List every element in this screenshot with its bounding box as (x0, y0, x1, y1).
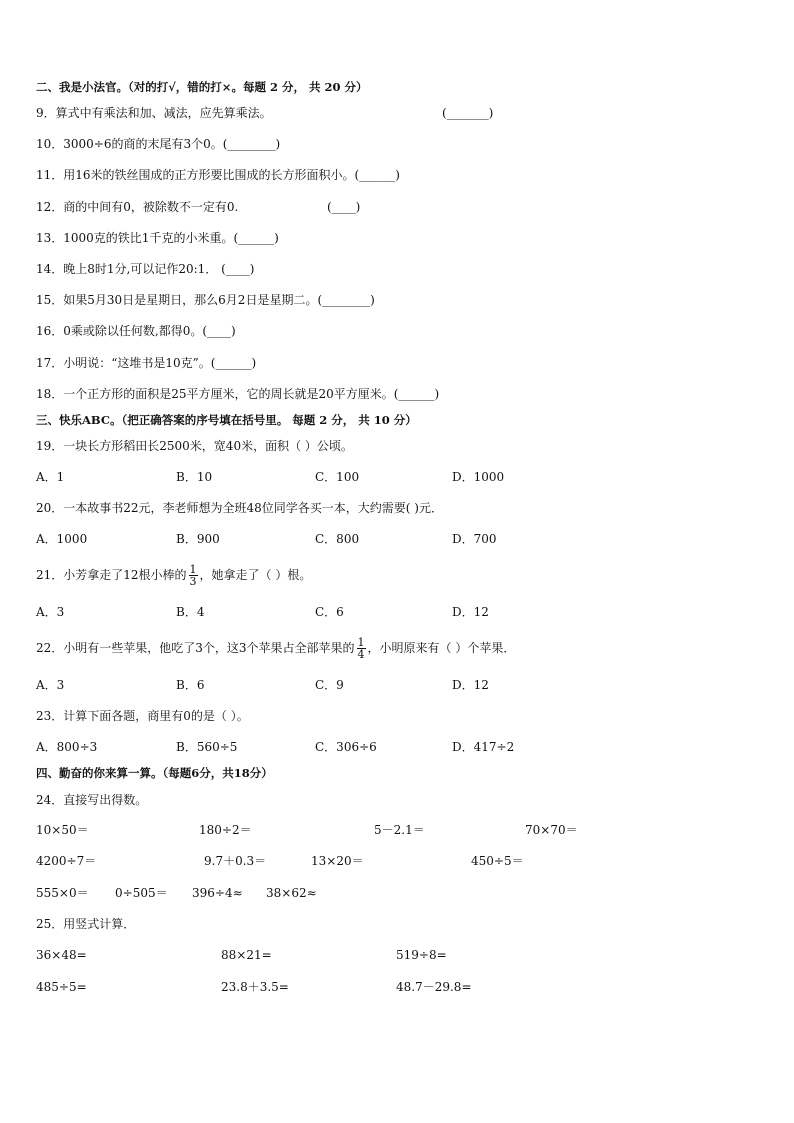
q24-r2-c2: 9.7＋0.3＝ (204, 854, 267, 868)
question-9-blank: (_______) (442, 106, 494, 120)
question-17: 17．小明说：“这堆书是10克”。(______) (36, 356, 257, 370)
q20-option-b: B．900 (176, 532, 220, 546)
question-13: 13．1000克的铁比1千克的小米重。(______) (36, 231, 279, 245)
q21-text-pre: 21．小芳拿走了12根小棒的 (36, 568, 187, 582)
question-9: 9．算式中有乘法和加、减法，应先算乘法。 (36, 106, 272, 120)
q23-option-a: A．800÷3 (36, 740, 98, 754)
section-4-title: 四、勤奋的你来算一算。（每题6分，共18分） (36, 766, 273, 780)
q23-option-b: B．560÷5 (176, 740, 238, 754)
q21-numerator: 1 (189, 563, 197, 576)
q22-denominator: 4 (357, 648, 365, 661)
q19-option-c: C．100 (315, 470, 360, 484)
q24-r3-c1: 555×0＝ (36, 886, 89, 900)
q22-option-b: B．6 (176, 678, 205, 692)
question-11: 11．用16米的铁丝围成的正方形要比围成的长方形面积小。(______) (36, 168, 400, 182)
q24-r3-c3: 396÷4≈ (192, 886, 243, 900)
q20-option-d: D．700 (452, 532, 497, 546)
question-23: 23．计算下面各题，商里有0的是（ ）。 (36, 709, 249, 723)
q24-r1-c1: 10×50＝ (36, 823, 89, 837)
q24-r1-c3: 5－2.1＝ (374, 823, 425, 837)
q22-text-pre: 22．小明有一些苹果，他吃了3个，这3个苹果占全部苹果的 (36, 641, 355, 655)
q24-r1-c2: 180÷2＝ (199, 823, 252, 837)
question-15: 15．如果5月30日是星期日，那么6月2日是星期二。(________) (36, 293, 375, 307)
q24-r2-c3: 13×20＝ (311, 854, 364, 868)
question-19: 19．一块长方形稻田长2500米，宽40米，面积（ ）公顷。 (36, 439, 353, 453)
question-16: 16．0乘或除以任何数,都得0。(____) (36, 324, 236, 338)
q19-option-b: B．10 (176, 470, 213, 484)
q22-numerator: 1 (357, 636, 365, 649)
q24-r3-c2: 0÷505＝ (115, 886, 168, 900)
q20-option-c: C．800 (315, 532, 360, 546)
question-14: 14．晚上8时1分,可以记作20:1． (____) (36, 262, 255, 276)
q20-option-a: A．1000 (36, 532, 88, 546)
q24-r3-c4: 38×62≈ (266, 886, 317, 900)
question-18: 18．一个正方形的面积是25平方厘米，它的周长就是20平方厘米。(______) (36, 387, 440, 401)
q25-r2-c1: 485÷5= (36, 980, 87, 994)
question-22 (36, 635, 515, 661)
section-2-title: 二、我是小法官。（对的打√，错的打×。每题 2 分， 共 20 分） (36, 80, 368, 94)
question-12-blank: (____) (327, 200, 361, 214)
q21-option-b: B．4 (176, 605, 205, 619)
q22-option-d: D．12 (452, 678, 489, 692)
q21-fraction (189, 564, 198, 587)
q24-r2-c1: 4200÷7＝ (36, 854, 97, 868)
q21-option-d: D．12 (452, 605, 489, 619)
question-12: 12．商的中间有0，被除数不一定有0. (36, 200, 239, 214)
section-3-title: 三、快乐ABC。（把正确答案的序号填在括号里。 每题 2 分， 共 10 分） (36, 413, 417, 427)
q21-text-post: ，她拿走了（ ）根。 (199, 568, 312, 582)
q25-r1-c2: 88×21= (221, 948, 272, 962)
question-20: 20．一本故事书22元，李老师想为全班48位同学各买一本，大约需要( )元． (36, 501, 443, 515)
q21-denominator: 3 (189, 575, 197, 588)
q23-option-d: D．417÷2 (452, 740, 515, 754)
question-10: 10．3000÷6的商的末尾有3个0。(________) (36, 137, 281, 151)
q25-r1-c1: 36×48= (36, 948, 87, 962)
q25-r1-c3: 519÷8= (396, 948, 447, 962)
q23-option-c: C．306÷6 (315, 740, 377, 754)
q25-r2-c2: 23.8＋3.5= (221, 980, 289, 994)
q22-option-a: A．3 (36, 678, 65, 692)
q24-r1-c4: 70×70＝ (525, 823, 578, 837)
question-25: 25．用竖式计算． (36, 917, 136, 931)
q24-r2-c4: 450÷5＝ (471, 854, 524, 868)
q19-option-a: A．1 (36, 470, 65, 484)
q21-option-a: A．3 (36, 605, 65, 619)
q21-option-c: C．6 (315, 605, 344, 619)
question-21 (36, 562, 311, 588)
q25-r2-c3: 48.7－29.8= (396, 980, 472, 994)
q22-text-post: ，小明原来有（ ）个苹果． (367, 641, 516, 655)
q19-option-d: D．1000 (452, 470, 505, 484)
question-24: 24．直接写出得数。 (36, 793, 148, 807)
q22-option-c: C．9 (315, 678, 344, 692)
q22-fraction (357, 637, 366, 660)
